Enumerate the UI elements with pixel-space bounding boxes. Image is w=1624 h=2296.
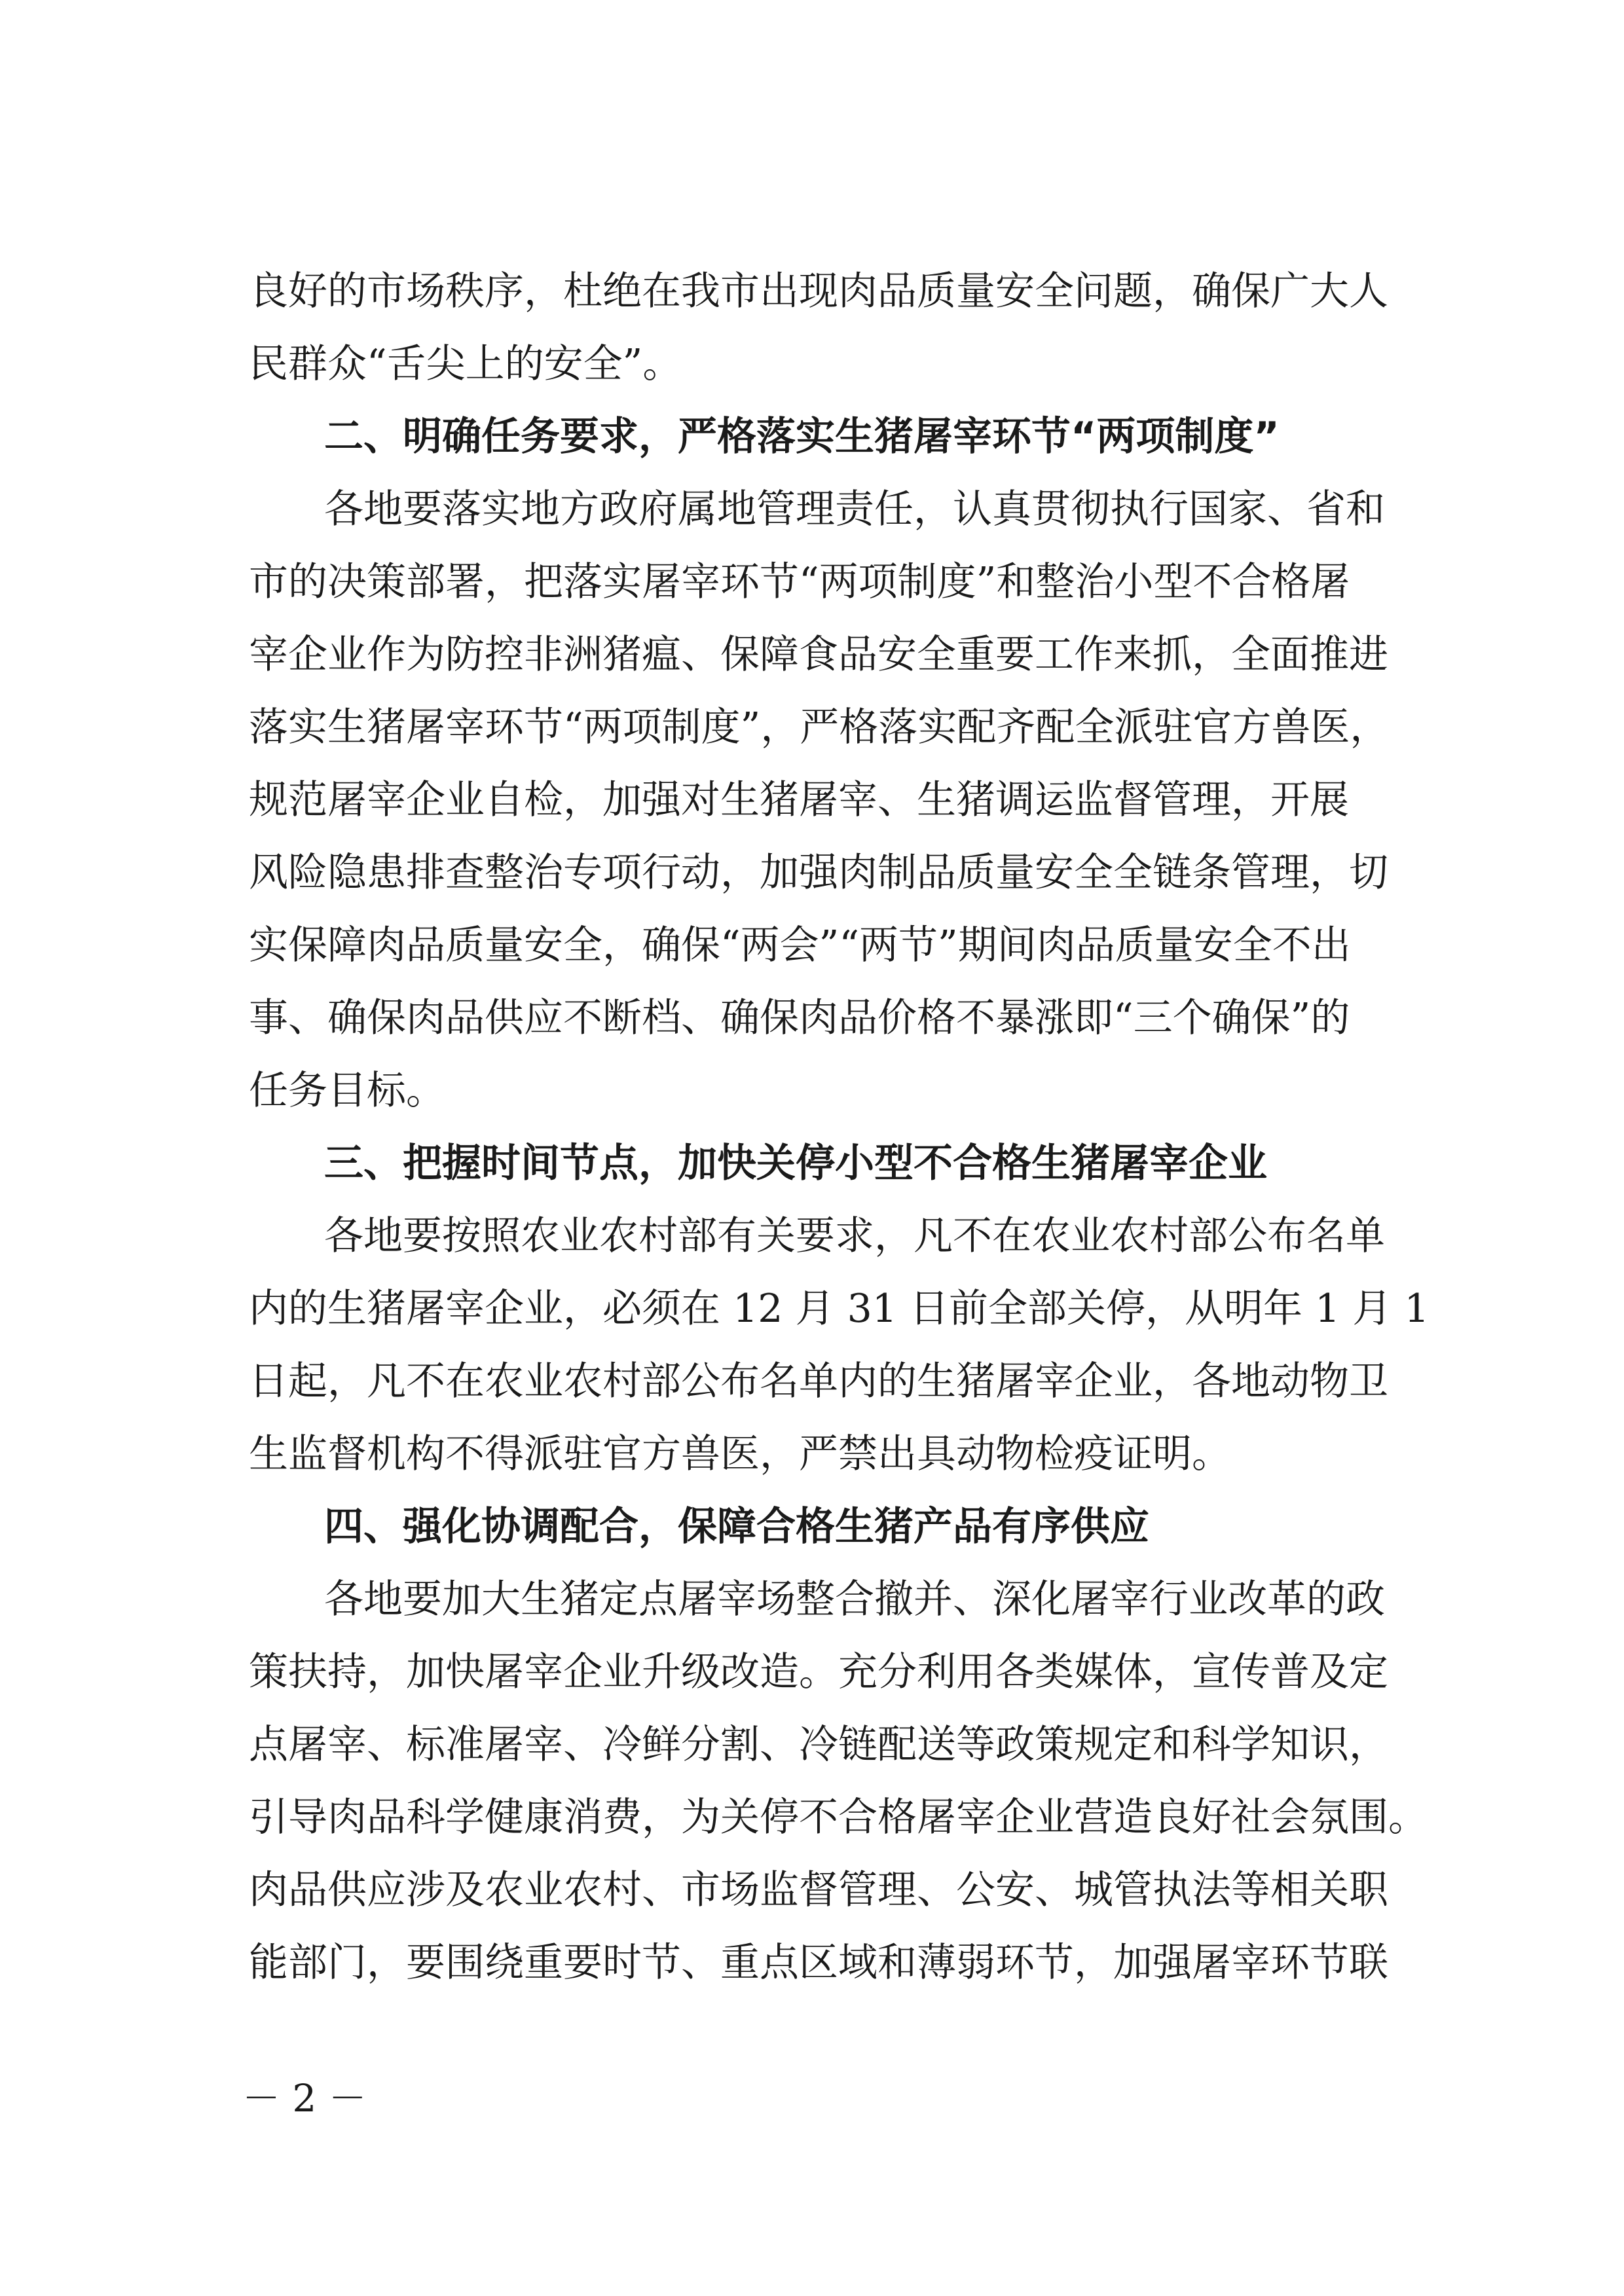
text-line: 市的决策部署，把落实屠宰环节“两项制度”和整治小型不合格屠	[249, 559, 1350, 605]
text-line: 肉品供应涉及农业农村、市场监督管理、公安、城管执法等相关职	[249, 1867, 1388, 1913]
text-line: 落实生猪屠宰环节“两项制度”，严格落实配齐配全派驻官方兽医，	[249, 704, 1390, 750]
page-number: － 2 －	[242, 2076, 367, 2121]
text-line: 各地要加大生猪定点屠宰场整合撤并、深化屠宰行业改革的政	[324, 1576, 1385, 1622]
text-line: 事、确保肉品供应不断档、确保肉品价格不暴涨即“三个确保”的	[249, 995, 1350, 1041]
section-heading: 二、明确任务要求，严格落实生猪屠宰环节“两项制度”	[324, 414, 1280, 460]
text-line: 各地要按照农业农村部有关要求，凡不在农业农村部公布名单	[324, 1213, 1385, 1259]
text-line: 能部门，要围绕重要时节、重点区域和薄弱环节，加强屠宰环节联	[249, 1940, 1388, 1986]
text-line: 风险隐患排查整治专项行动，加强肉制品质量安全全链条管理，切	[249, 850, 1388, 896]
text-line: 引导肉品科学健康消费，为关停不合格屠宰企业营造良好社会氛围。	[249, 1795, 1428, 1840]
text-line: 点屠宰、标准屠宰、冷鲜分割、冷链配送等政策规定和科学知识，	[249, 1722, 1388, 1768]
text-line: 宰企业作为防控非洲猪瘟、保障食品安全重要工作来抓，全面推进	[249, 632, 1388, 678]
text-line: 实保障肉品质量安全，确保“两会”“两节”期间肉品质量安全不出	[249, 922, 1351, 968]
section-heading: 三、把握时间节点，加快关停小型不合格生猪屠宰企业	[324, 1140, 1267, 1186]
section-heading: 四、强化协调配合，保障合格生猪产品有序供应	[324, 1504, 1149, 1550]
text-line: 策扶持，加快屠宰企业升级改造。充分利用各类媒体，宣传普及定	[249, 1649, 1388, 1695]
text-line: 内的生猪屠宰企业，必须在 12 月 31 日前全部关停，从明年 1 月 1	[249, 1286, 1430, 1332]
text-line: 生监督机构不得派驻官方兽医，严禁出具动物检疫证明。	[249, 1431, 1231, 1477]
text-line: 各地要落实地方政府属地管理责任，认真贯彻执行国家、省和	[324, 486, 1385, 532]
text-line: 日起，凡不在农业农村部公布名单内的生猪屠宰企业，各地动物卫	[249, 1358, 1388, 1404]
text-line: 民群众“舌尖上的安全”。	[249, 341, 682, 387]
text-line: 规范屠宰企业自检，加强对生猪屠宰、生猪调运监督管理，开展	[249, 777, 1349, 823]
text-line: 良好的市场秩序，杜绝在我市出现肉品质量安全问题，确保广大人	[249, 268, 1388, 314]
text-line: 任务目标。	[249, 1068, 445, 1114]
